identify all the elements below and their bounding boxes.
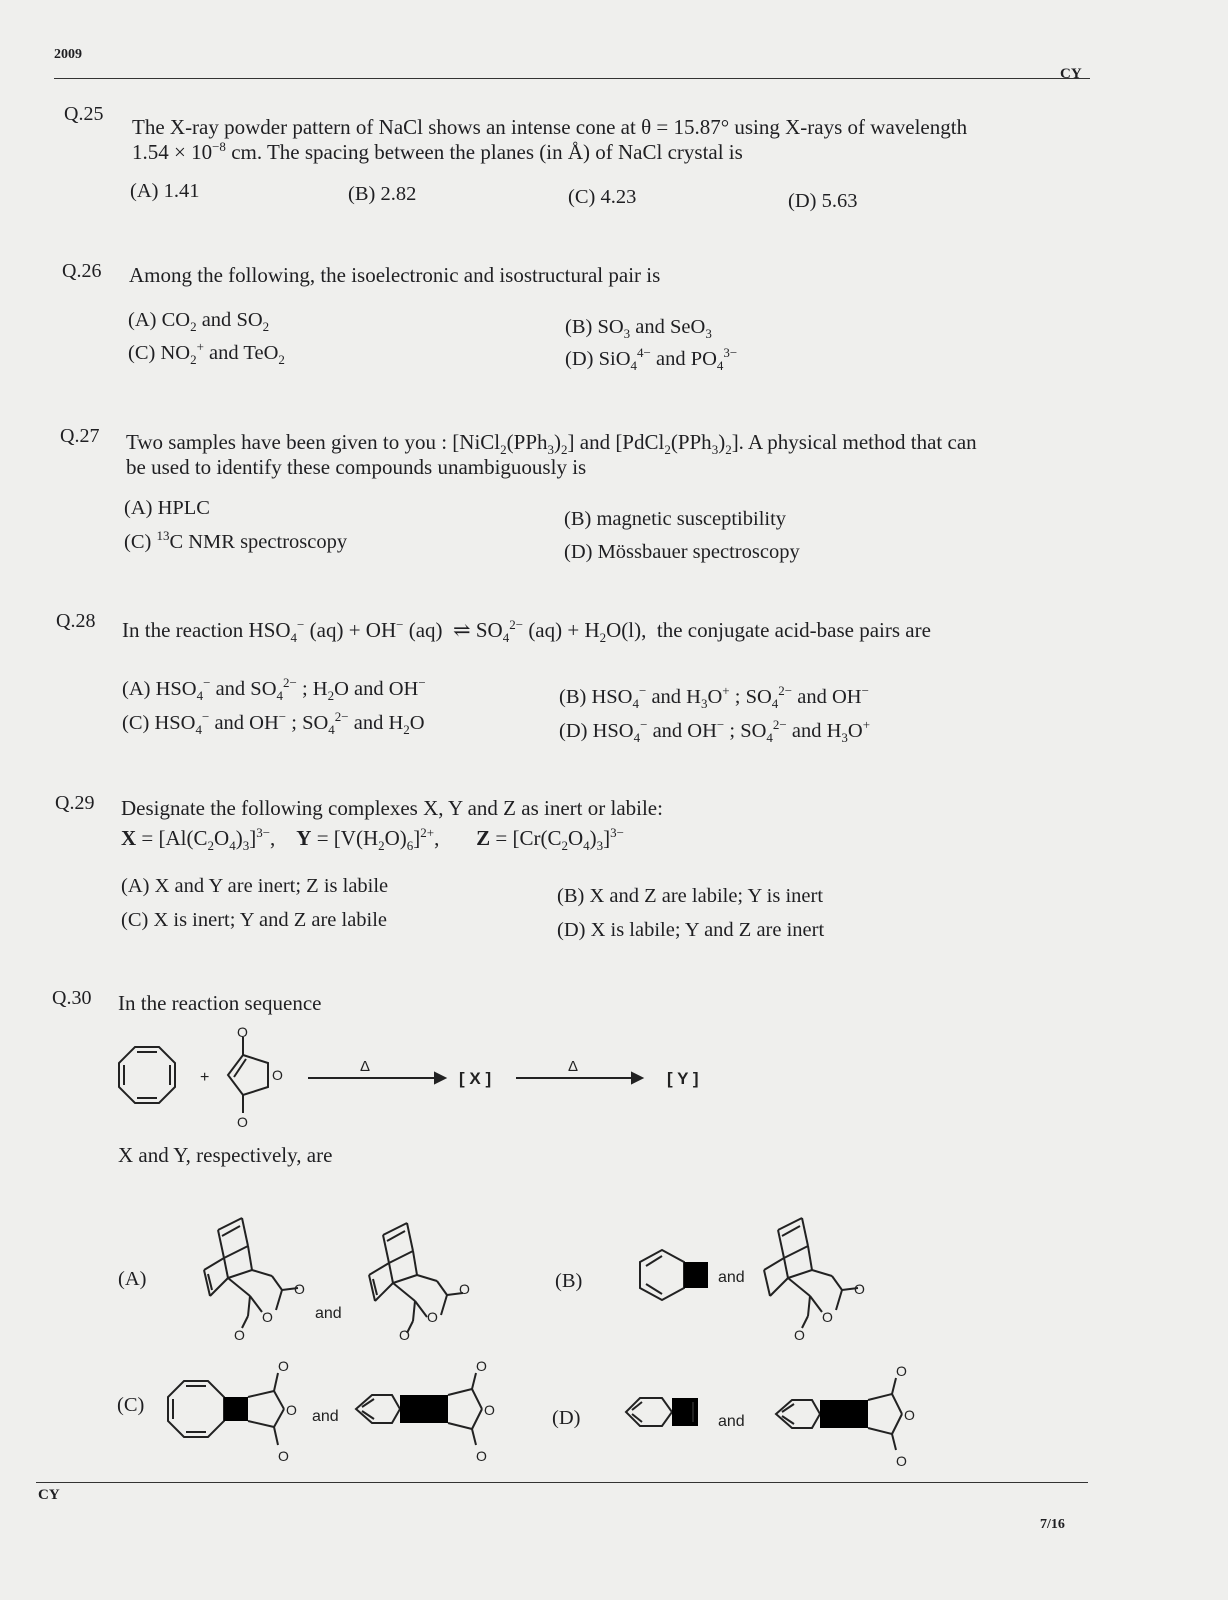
- q27-option-d[interactable]: (D) Mössbauer spectroscopy: [564, 541, 800, 563]
- question-number-26: Q.26: [62, 260, 102, 282]
- q25-option-a[interactable]: (A) 1.41: [130, 180, 200, 202]
- q30-option-a-label[interactable]: (A): [118, 1268, 147, 1290]
- question-30-prompt: X and Y, respectively, are: [118, 1143, 333, 1167]
- option-b-bicyclic-diene: [640, 1250, 708, 1300]
- header-year: 2009: [54, 47, 82, 62]
- q28-option-d[interactable]: (D) $HSO_4^-$ and OH− ; $SO_4^{2-}$ and $H_3O^+$: [559, 717, 871, 746]
- product-y: [ Y ]: [667, 1069, 699, 1088]
- option-a-oxygen-5: O: [427, 1309, 438, 1325]
- option-c-tricyclic-adduct: [356, 1373, 482, 1445]
- q30-option-c-label[interactable]: (C): [117, 1394, 145, 1416]
- intermediate-x: [ X ]: [459, 1069, 492, 1088]
- q25-option-d[interactable]: (D) 5.63: [788, 190, 858, 212]
- q30-option-b-structures: [620, 1210, 940, 1350]
- option-b-adduct: [764, 1218, 858, 1328]
- option-a-adduct-1: [204, 1218, 298, 1328]
- option-b-oxygen-2: O: [822, 1309, 833, 1325]
- anhydride-oxygen-ring: O: [272, 1067, 283, 1083]
- option-a-adduct-2: [369, 1223, 463, 1333]
- option-d-oxygen-2: O: [904, 1407, 915, 1423]
- option-a-oxygen-4: O: [459, 1281, 470, 1297]
- q26-option-c[interactable]: (C) $NO_2^+$ and TeO$_2$: [128, 339, 285, 368]
- q27-option-c[interactable]: (C) $^{13}$C NMR spectroscopy: [124, 528, 348, 553]
- question-number-29: Q.29: [55, 792, 95, 814]
- option-a-oxygen-3: O: [234, 1327, 245, 1343]
- q25-option-b[interactable]: (B) 2.82: [348, 183, 417, 205]
- option-c-oxygen-6: O: [476, 1448, 487, 1464]
- footer-page-number: 7/16: [1040, 1517, 1065, 1532]
- option-d-tricyclic-adduct: [776, 1378, 902, 1450]
- option-d-oxygen-3: O: [896, 1453, 907, 1469]
- option-c-oxygen-1: O: [278, 1358, 289, 1374]
- q29-option-c[interactable]: (C) X is inert; Y and Z are labile: [121, 909, 388, 931]
- footer-rule: [36, 1482, 1088, 1483]
- reaction-scheme: [110, 1025, 730, 1135]
- option-a-oxygen-2: O: [262, 1309, 273, 1325]
- option-d-bicyclic-diene: [626, 1398, 698, 1426]
- q30-option-c-structures: [160, 1355, 520, 1475]
- option-c-oxygen-2: O: [286, 1402, 297, 1418]
- q30-option-d-label[interactable]: (D): [552, 1407, 581, 1429]
- q30-option-d-structures: [618, 1360, 938, 1480]
- q27-option-b[interactable]: (B) magnetic susceptibility: [564, 508, 787, 530]
- option-b-and: and: [718, 1269, 745, 1286]
- option-d-oxygen-1: O: [896, 1363, 907, 1379]
- question-25-text-line2: $1.54 \times 10^{-8}$ cm. The spacing between the planes (in Å) of NaCl crystal is: [132, 139, 743, 164]
- plus-sign: +: [200, 1069, 210, 1086]
- question-30-text: In the reaction sequence: [118, 991, 322, 1015]
- q28-option-c[interactable]: (C) $HSO_4^-$ and OH− ; $SO_4^{2-}$ and $H_2O$: [122, 709, 425, 738]
- question-27-text-line2: be used to identify these compounds unambiguously is: [126, 455, 587, 479]
- q26-option-a[interactable]: (A) $CO_2$ and $SO_2$: [128, 309, 270, 335]
- q30-option-a-structures: [190, 1210, 520, 1345]
- q28-option-a[interactable]: (A) $HSO_4^-$ and $SO_4^{2-}$ ; $H_2O$ and OH−: [122, 675, 426, 704]
- heat-label-2: Δ: [568, 1058, 579, 1075]
- option-b-oxygen-1: O: [854, 1281, 865, 1297]
- footer-paper-code: CY: [38, 1487, 60, 1503]
- heat-label-1: Δ: [360, 1058, 371, 1075]
- option-b-oxygen-3: O: [794, 1327, 805, 1343]
- header-rule: [54, 78, 1090, 79]
- cyclooctatetraene-structure: [119, 1047, 175, 1103]
- option-c-oxygen-3: O: [278, 1448, 289, 1464]
- option-c-oxygen-5: O: [484, 1402, 495, 1418]
- q30-option-b-label[interactable]: (B): [555, 1270, 583, 1292]
- question-26-text: Among the following, the isoelectronic and isostructural pair is: [129, 263, 661, 287]
- q26-option-d[interactable]: (D) SiO$_4^{4-}$ and $PO_4^{3-}$: [565, 345, 738, 374]
- question-29-complexes: $X = [Al(C_2O_4)_3]^{3-}$, $Y = [V(H_2O)_6]^{2+}$, $Z = [Cr(C_2O_4)_3]^{3-}$: [121, 825, 625, 854]
- question-number-25: Q.25: [64, 103, 104, 125]
- q29-option-a[interactable]: (A) X and Y are inert; Z is labile: [121, 875, 389, 897]
- option-d-and: and: [718, 1413, 745, 1430]
- anhydride-oxygen-bottom: O: [237, 1114, 248, 1130]
- question-number-28: Q.28: [56, 610, 96, 632]
- q26-option-b[interactable]: (B) $SO_3$ and SeO$_3$: [565, 316, 712, 342]
- option-a-and: and: [315, 1305, 342, 1322]
- option-c-cyclooctatetraene-adduct: [168, 1373, 284, 1445]
- header-paper-code: CY: [1060, 66, 1082, 82]
- anhydride-oxygen-top: O: [237, 1024, 248, 1040]
- q29-option-b[interactable]: (B) X and Z are labile; Y is inert: [557, 885, 824, 907]
- option-c-and: and: [312, 1408, 339, 1425]
- q29-option-d[interactable]: (D) X is labile; Y and Z are inert: [557, 919, 825, 941]
- question-number-30: Q.30: [52, 987, 92, 1009]
- q27-option-a[interactable]: (A) HPLC: [124, 497, 210, 519]
- q28-option-b[interactable]: (B) $HSO_4^-$ and $H_3O^+$ ; $SO_4^{2-}$ and OH−: [559, 683, 869, 712]
- question-number-27: Q.27: [60, 425, 100, 447]
- question-25-text-line1: The X-ray powder pattern of NaCl shows an intense cone at θ = 15.87° using X-rays of wavelength: [132, 115, 968, 139]
- option-a-oxygen-1: O: [294, 1281, 305, 1297]
- question-29-text: Designate the following complexes X, Y and Z as inert or labile:: [121, 796, 663, 820]
- question-28-text: In the reaction $HSO_4^-$ (aq) + OH− (aq) ⇌ $SO_4^{2-}$ $(aq) + H_2O(l)$, the conjugate acid-base pairs are: [122, 617, 931, 646]
- question-27-text-line1: Two samples have been given to you : $[NiCl_2(PPh_3)_2]$ and $[PdCl_2(PPh_3)_2]$. A physical method that can: [126, 430, 977, 458]
- q25-option-c[interactable]: (C) 4.23: [568, 186, 637, 208]
- option-a-oxygen-6: O: [399, 1327, 410, 1343]
- option-c-oxygen-4: O: [476, 1358, 487, 1374]
